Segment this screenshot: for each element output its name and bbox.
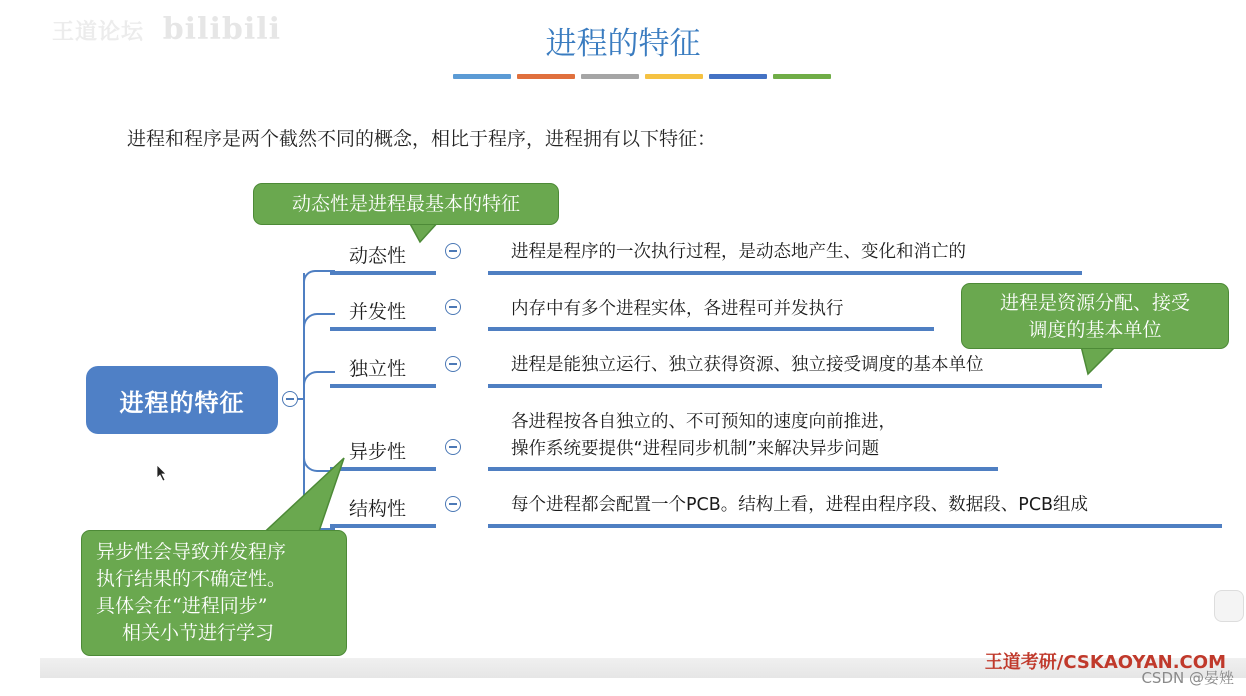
title-bar-4: [645, 74, 703, 79]
feature-underline-3: [330, 384, 436, 388]
desc-underline-5: [488, 524, 1222, 528]
feature-underline-2: [330, 327, 436, 331]
collapse-icon[interactable]: [445, 243, 461, 259]
desc-underline-3: [488, 384, 1102, 388]
desc-underline-2: [488, 327, 934, 331]
callout-right: [961, 283, 1229, 349]
title-color-bars: [453, 74, 831, 79]
desc-underline-4: [488, 467, 998, 471]
feature-label-structural: 结构性: [349, 498, 407, 520]
callout-bottom-line-4: 相关小节进行学习: [122, 622, 275, 644]
root-collapse-icon[interactable]: [282, 391, 298, 407]
callout-bottom-line-2: 执行结果的不确定性。: [96, 568, 287, 590]
mindmap-root-node[interactable]: [86, 366, 278, 434]
intro-text: 进程和程序是两个截然不同的概念，相比于程序，进程拥有以下特征：: [127, 128, 717, 150]
feature-label-dynamic: 动态性: [349, 245, 407, 267]
feature-desc-async-line-2: 操作系统要提供“进程同步机制”来解决异步问题: [511, 439, 880, 459]
callout-top: [253, 183, 559, 225]
feature-label-async: 异步性: [349, 441, 407, 463]
mouse-cursor-icon: [156, 464, 168, 482]
brand-footer: 王道考研/CSKAOYAN.COM: [984, 652, 1226, 673]
collapse-icon[interactable]: [445, 356, 461, 372]
bilibili-logo: bilibili: [162, 12, 282, 47]
feature-desc-concurrent: 内存中有多个进程实体，各进程可并发执行: [511, 299, 844, 319]
callout-bottom-left: [81, 530, 347, 656]
feature-label-independent: 独立性: [349, 358, 407, 380]
root-label: 进程的特征: [119, 388, 245, 417]
title-bar-1: [453, 74, 511, 79]
callout-bottom-line-3: 具体会在“进程同步”: [96, 595, 268, 617]
callout-bottom-line-1: 异步性会导致并发程序: [96, 541, 287, 563]
callout-top-text: 动态性是进程最基本的特征: [291, 193, 520, 215]
collapse-icon[interactable]: [445, 299, 461, 315]
title-bar-5: [709, 74, 767, 79]
callout-right-line-2: 调度的基本单位: [1028, 319, 1162, 341]
callout-right-line-1: 进程是资源分配、接受: [999, 292, 1190, 314]
title-bar-2: [517, 74, 575, 79]
feature-underline-1: [330, 271, 436, 275]
desc-underline-1: [488, 271, 1082, 275]
collapse-icon[interactable]: [445, 496, 461, 512]
title-bar-3: [581, 74, 639, 79]
feature-label-concurrent: 并发性: [349, 301, 407, 323]
feature-desc-dynamic: 进程是程序的一次执行过程，是动态地产生、变化和消亡的: [511, 242, 966, 262]
feature-desc-structural: 每个进程都会配置一个PCB。结构上看，进程由程序段、数据段、PCB组成: [511, 495, 1089, 515]
title-bar-6: [773, 74, 831, 79]
feature-desc-async-line-1: 各进程按各自独立的、不可预知的速度向前推进，: [511, 412, 896, 432]
page-title: 进程的特征: [545, 26, 701, 62]
collapse-icon[interactable]: [445, 439, 461, 455]
side-play-button[interactable]: [1214, 590, 1244, 622]
feature-desc-independent: 进程是能独立运行、独立获得资源、独立接受调度的基本单位: [511, 355, 984, 375]
csdn-watermark: CSDN @晏矬: [1141, 669, 1234, 687]
watermark-text: 王道论坛: [52, 20, 145, 45]
